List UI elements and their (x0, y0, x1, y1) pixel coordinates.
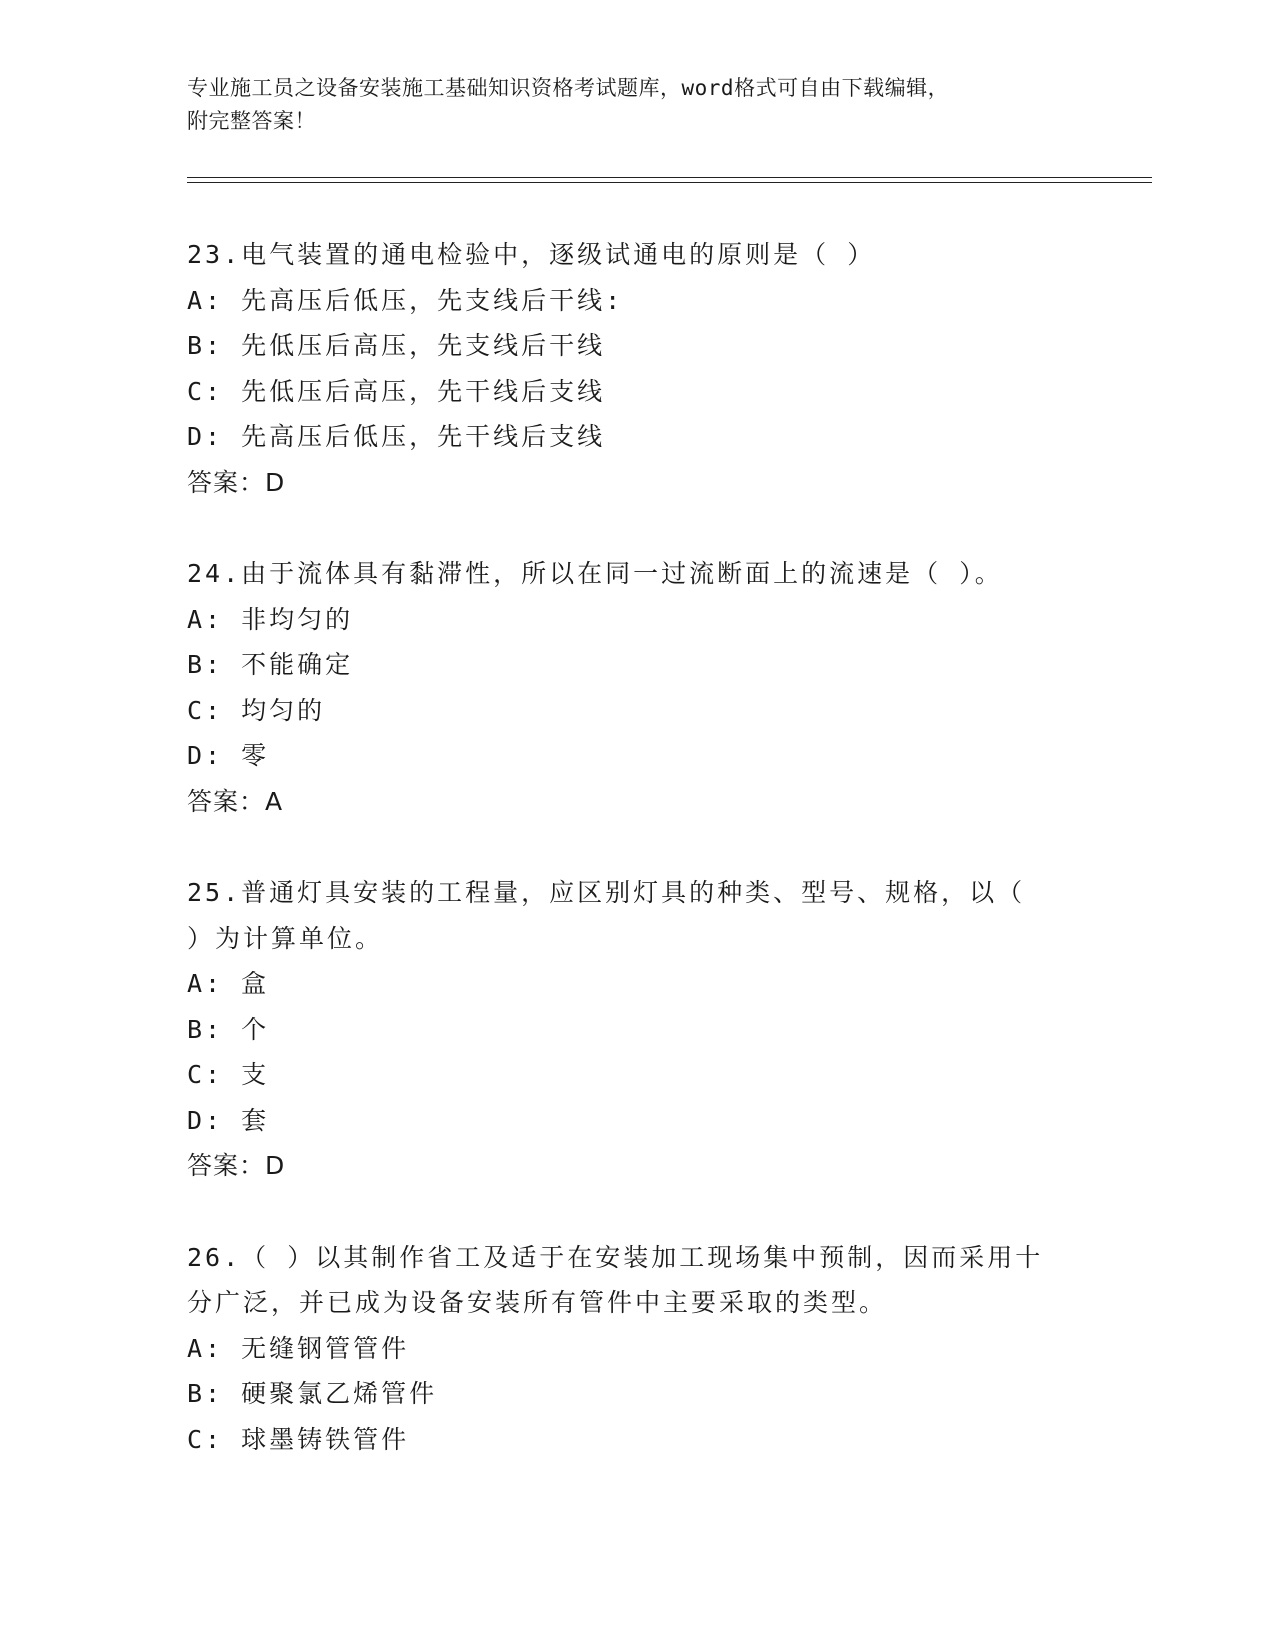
question-24 (187, 551, 1067, 824)
option-d: D: 零 (187, 741, 270, 770)
header-double-rule (187, 177, 1152, 183)
option-b: B: 硬聚氯乙烯管件 (187, 1379, 438, 1408)
option-c: C: 支 (187, 1060, 270, 1089)
option-a: A: 盒 (187, 969, 270, 998)
option-c: C: 均匀的 (187, 695, 326, 725)
header-line-2: 附完整答案！ (187, 109, 316, 133)
question-stem: 24.由于流体具有黏滞性，所以在同一过流断面上的流速是（ ）。 (187, 559, 1003, 588)
header-line-1: 专业施工员之设备安装施工基础知识资格考试题库，word格式可自由下载编辑， (187, 76, 950, 100)
document-header (187, 72, 1067, 138)
option-d: D: 先高压后低压，先干线后支线 (187, 422, 606, 451)
option-b: B: 个 (187, 1014, 270, 1044)
question-stem: 25.普通灯具安装的工程量，应区别灯具的种类、型号、规格，以（ ）为计算单位。 (187, 878, 1026, 953)
answer-line: 答案：D (187, 1151, 286, 1180)
option-b: B: 不能确定 (187, 650, 354, 679)
option-c: C: 先低压后高压，先干线后支线 (187, 376, 606, 406)
option-b: B: 先低压后高压，先支线后干线 (187, 331, 606, 360)
question-26 (187, 1235, 1067, 1463)
question-25 (187, 870, 1067, 1189)
option-c: C: 球墨铸铁管件 (187, 1424, 410, 1454)
question-list (187, 232, 1067, 1508)
option-a: A: 非均匀的 (187, 604, 354, 634)
option-a: A: 无缝钢管管件 (187, 1333, 410, 1363)
answer-line: 答案：A (187, 786, 284, 816)
question-stem: 26.（ ）以其制作省工及适于在安装加工现场集中预制，因而采用十分广泛，并已成为设备安装所有管件中主要采取的类型。 (187, 1242, 1044, 1317)
option-a: A: 先高压后低压，先支线后干线: (187, 285, 624, 315)
answer-line: 答案：D (187, 467, 286, 497)
question-stem: 23.电气装置的通电检验中，逐级试通电的原则是（ ） (187, 240, 876, 269)
question-23 (187, 232, 1067, 505)
option-d: D: 套 (187, 1105, 270, 1135)
